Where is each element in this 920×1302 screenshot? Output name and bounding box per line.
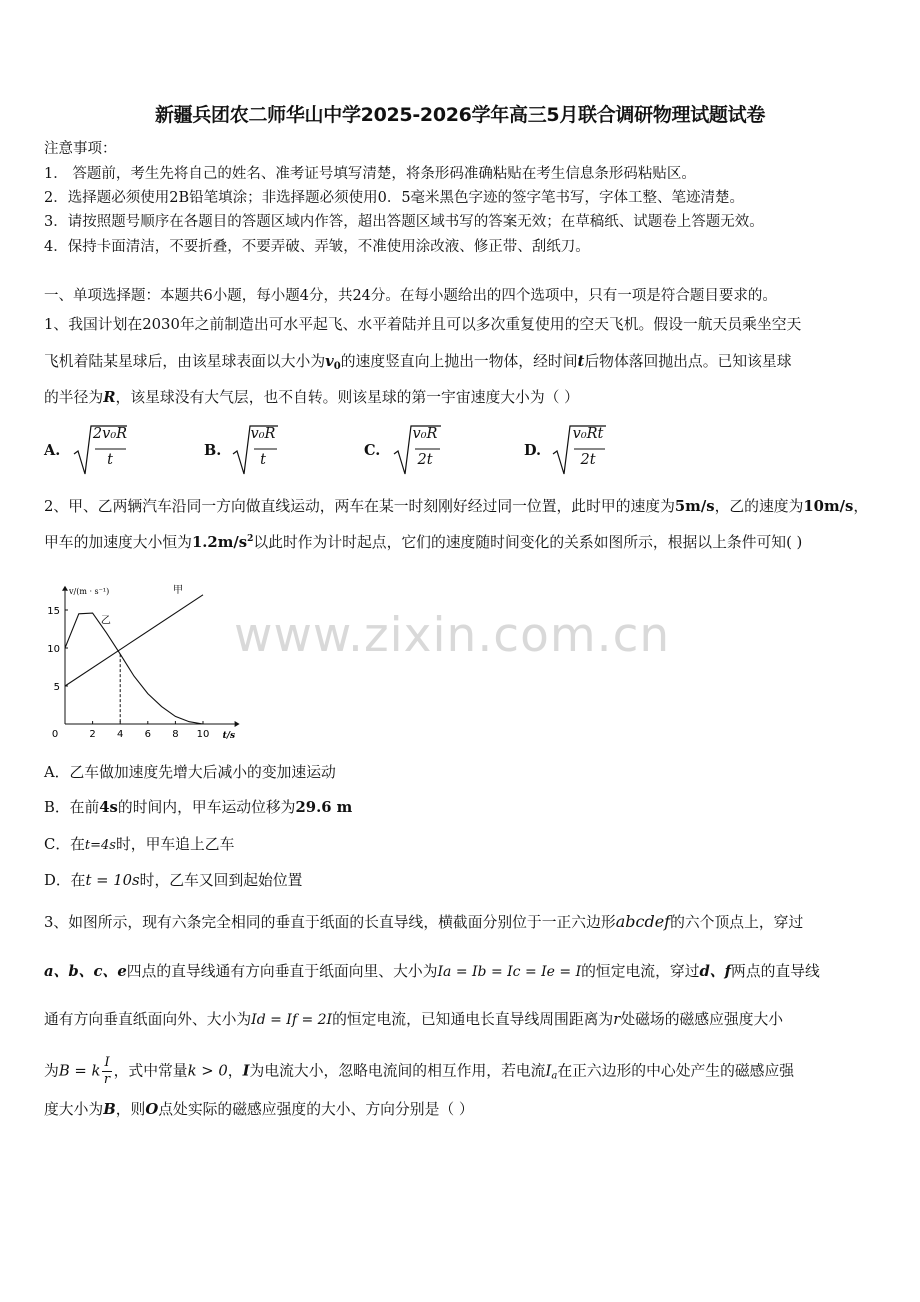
q1-stem-line2: 飞机着陆某星球后，由该星球表面以大小为$v_0$的速度竖直向上抛出一物体，经时间t后物体落回抛出点。已知该星球 xyxy=(44,353,792,372)
option-d-num: v₀Rt xyxy=(572,426,604,442)
option-a-den: t xyxy=(107,452,113,468)
option-d-label[interactable]: D. xyxy=(524,442,542,459)
option-a-num: 2v₀R xyxy=(92,426,128,442)
option-b-label[interactable]: B. xyxy=(204,442,222,459)
series-label-yi: 乙 xyxy=(100,615,111,627)
y-tick-label: 5 xyxy=(53,682,60,693)
q3-stem-line4: 为B = k $\frac{I}{r}$ ，式中常量k > 0，I为电流大小，忽略电流间的相互作用，若电流$I_a$在正六边形的中心处产生的磁感应强 xyxy=(44,1055,795,1087)
q1-stem-line3: 的半径为R，该星球没有大气层，也不自转。则该星球的第一宇宙速度大小为（ ） xyxy=(44,389,579,406)
y-axis-arrow xyxy=(62,586,68,591)
option-a-label[interactable]: A. xyxy=(44,442,61,459)
q3-stem-line1: 3、如图所示，现有六条完全相同的垂直于纸面的长直导线，横截面分别位于一正六边形abcdef的六个顶点上，穿过 xyxy=(44,912,804,931)
x-tick-label: 8 xyxy=(172,729,179,740)
b-formula-fraction: $\frac{I}{r}$ xyxy=(103,1055,111,1087)
option-c-num: v₀R xyxy=(412,426,438,442)
x-axis-label: t/s xyxy=(222,731,236,741)
y-axis-label: v/(m · s⁻¹) xyxy=(69,586,110,596)
y-tick-label: 15 xyxy=(47,606,60,617)
q2-option-c[interactable]: C．在t=4s时，甲车追上乙车 xyxy=(44,836,235,853)
series-curve-yi xyxy=(65,613,203,724)
option-c-label[interactable]: C. xyxy=(364,442,381,459)
x-tick-label: 10 xyxy=(196,729,210,740)
watermark-text: www.zixin.com.cn xyxy=(234,608,671,663)
x-tick-label: 0 xyxy=(51,729,59,740)
q3-stem-line5: 度大小为B，则O点处实际的磁感应强度的大小、方向分别是（ ） xyxy=(44,1101,474,1118)
q1-stem-line1: 1、我国计划在2030年之前制造出可水平起飞、水平着陆并且可以多次重复使用的空天飞机。假设一航天员乘坐空天 xyxy=(44,316,802,333)
series-label-jia: 甲 xyxy=(173,584,183,596)
option-b-num: v₀R xyxy=(250,426,276,442)
x-tick-label: 2 xyxy=(89,729,96,740)
x-axis-arrow xyxy=(235,721,240,727)
page-title: 新疆兵团农二师华山中学2025-2026学年高三5月联合调研物理试题试卷 xyxy=(154,104,766,126)
x-tick-label: 4 xyxy=(117,729,124,740)
q2-option-b[interactable]: B．在前4s的时间内，甲车运动位移为29.6 m xyxy=(44,799,353,816)
option-b-den: t xyxy=(260,452,266,468)
x-tick-label: 6 xyxy=(144,729,151,740)
q2-stem-line2: 甲车的加速度大小恒为$1.2m/s^2$以此时作为计时起点，它们的速度随时间变化的关系如图所示，根据以上条件可知( ) xyxy=(44,534,803,551)
q2-stem-line1: 2、甲、乙两辆汽车沿同一方向做直线运动，两车在某一时刻刚好经过同一位置，此时甲的速度为5m/s，乙的速度为10m/s， xyxy=(44,498,869,515)
notes-heading: 注意事项： xyxy=(44,141,117,157)
note-item: 1． 答题前，考生先将自己的姓名、准考证号填写清楚，将条形码准确粘贴在考生信息条形码粘贴区。 xyxy=(44,166,696,182)
y-tick-label: 10 xyxy=(47,644,60,655)
option-d-den: 2t xyxy=(580,452,596,468)
note-item: 3．请按照题号顺序在各题目的答题区域内作答，超出答题区域书写的答案无效；在草稿纸、试题卷上答题无效。 xyxy=(44,214,764,230)
series-line-jia xyxy=(65,595,203,686)
section-heading: 一、单项选择题：本题共6小题，每小题4分，共24分。在每小题给出的四个选项中，只有一项是符合题目要求的。 xyxy=(44,288,777,304)
option-c-den: 2t xyxy=(417,452,433,468)
q2-option-d[interactable]: D．在t = 10s时，乙车又回到起始位置 xyxy=(44,872,303,889)
note-item: 4．保持卡面清洁，不要折叠，不要弄破、弄皱，不准使用涂改液、修正带、刮纸刀。 xyxy=(44,239,590,255)
q3-stem-line2: a、b、c、e四点的直导线通有方向垂直于纸面向里、大小为Ia = Ib = Ic = Ie = I的恒定电流，穿过d、f两点的直导线 xyxy=(44,963,820,980)
q3-stem-line3: 通有方向垂直纸面向外、大小为Id = If = 2I的恒定电流，已知通电长直导线周围距离为r处磁场的磁感应强度大小 xyxy=(44,1011,784,1028)
q2-option-a[interactable]: A．乙车做加速度先增大后减小的变加速运动 xyxy=(44,764,336,781)
note-item: 2．选择题必须使用2B铅笔填涂；非选择题必须使用0．5毫米黑色字迹的签字笔书写，字体工整、笔迹清楚。 xyxy=(44,190,745,206)
velocity-time-chart xyxy=(44,567,244,747)
